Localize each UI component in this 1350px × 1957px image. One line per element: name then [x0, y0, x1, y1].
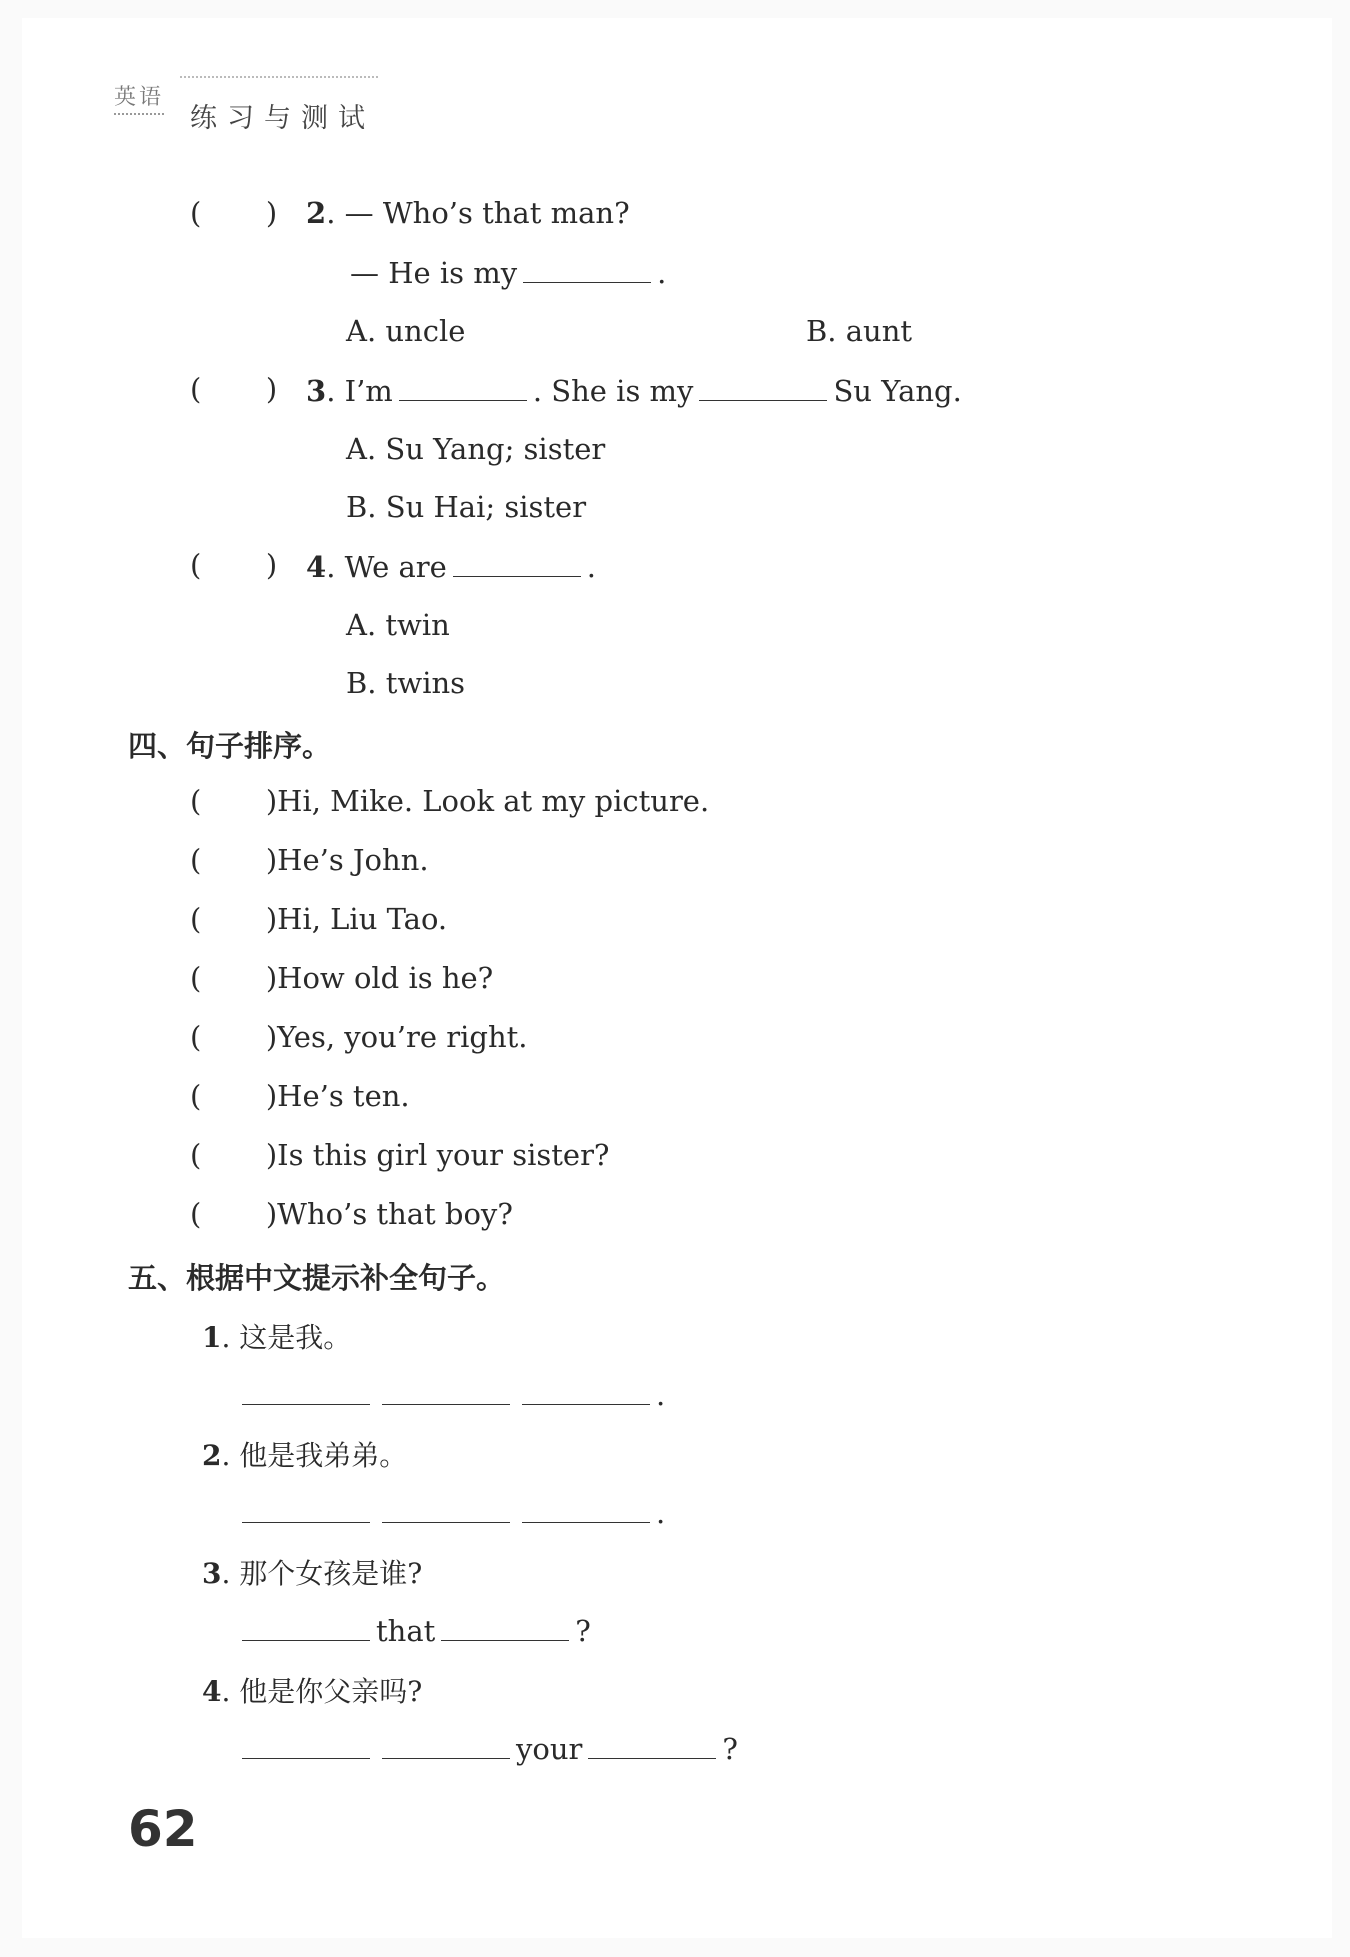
q4-answer-paren: ( ) — [190, 548, 278, 582]
blank[interactable] — [441, 1612, 569, 1641]
s5-q2-zh: 他是我弟弟。 — [239, 1439, 408, 1472]
q2-option-a: A. uncle — [346, 314, 466, 348]
q3-blank-2[interactable] — [699, 372, 827, 401]
blank[interactable] — [242, 1730, 370, 1759]
section4-item: ( )Is this girl your sister? — [190, 1138, 610, 1172]
s5-q4-end: ? — [722, 1732, 738, 1766]
q4-blank[interactable] — [453, 548, 581, 577]
blank[interactable] — [522, 1494, 650, 1523]
q4-part2: . — [586, 550, 596, 584]
header-title: 练习与测试 — [190, 103, 375, 134]
q3-part1: I’m — [344, 374, 393, 408]
q3-blank-1[interactable] — [399, 372, 527, 401]
blank[interactable] — [242, 1612, 370, 1641]
s5-q4-answer — [236, 1730, 738, 1766]
s5-q4-prompt: 4. 他是你父亲吗? — [202, 1675, 423, 1708]
section4-item: ( )Hi, Liu Tao. — [190, 902, 448, 936]
section4-item-text: He’s ten. — [277, 1079, 410, 1113]
q3-option-a: A. Su Yang; sister — [346, 432, 606, 466]
header-dotted-line — [180, 76, 378, 78]
q2-answer-line — [350, 254, 666, 290]
s5-q4-zh: 他是你父亲吗? — [239, 1675, 423, 1708]
s5-q2-prompt: 2. 他是我弟弟。 — [202, 1439, 408, 1472]
q2-blank[interactable] — [523, 254, 651, 283]
s5-q1-answer — [236, 1376, 665, 1412]
page-number: 62 — [128, 1800, 198, 1858]
blank[interactable] — [382, 1376, 510, 1405]
blank[interactable] — [522, 1376, 650, 1405]
q4-part1: We are — [344, 550, 447, 584]
section4-item-text: How old is he? — [277, 961, 494, 995]
section5-title: 五、根据中文提示补全句子。 — [128, 1261, 506, 1295]
blank[interactable] — [242, 1494, 370, 1523]
q2-question-text: — Who’s that man? — [344, 196, 630, 230]
q4-number: 4 — [306, 550, 327, 584]
q4-question: 4. We are . — [306, 550, 596, 584]
blank[interactable] — [588, 1730, 716, 1759]
blank[interactable] — [382, 1730, 510, 1759]
q2-answer-paren: ( ) — [190, 196, 278, 230]
q2-number: 2 — [306, 196, 327, 230]
s5-q4-number: 4 — [202, 1675, 222, 1708]
q3-part2: . She is my — [532, 374, 694, 408]
section4-item-text: Hi, Liu Tao. — [277, 902, 448, 936]
s5-q2-end: . — [656, 1496, 666, 1530]
s5-q4-word: your — [516, 1732, 583, 1766]
section4-item-text: Is this girl your sister? — [277, 1138, 610, 1172]
s5-q3-number: 3 — [202, 1557, 222, 1590]
section4-item: ( )Yes, you’re right. — [190, 1020, 528, 1054]
s5-q3-zh: 那个女孩是谁? — [239, 1557, 423, 1590]
section4-item: ( )How old is he? — [190, 961, 494, 995]
s5-q2-number: 2 — [202, 1439, 222, 1472]
q3-option-b: B. Su Hai; sister — [346, 490, 587, 524]
s5-q3-end: ? — [575, 1614, 591, 1648]
q2-option-b: B. aunt — [806, 314, 913, 348]
q3-question: 3. I’m . She is my Su Yang. — [306, 374, 962, 408]
blank[interactable] — [242, 1376, 370, 1405]
section4-item: ( )He’s John. — [190, 843, 429, 877]
s5-q1-zh: 这是我。 — [239, 1321, 352, 1354]
section4-title: 四、句子排序。 — [128, 729, 332, 763]
s5-q3-prompt: 3. 那个女孩是谁? — [202, 1557, 423, 1590]
section4-item: ( )He’s ten. — [190, 1079, 410, 1113]
s5-q3-word: that — [376, 1614, 436, 1648]
q3-number: 3 — [306, 374, 327, 408]
q2-answer-prefix: — He is my — [350, 256, 518, 290]
s5-q3-answer — [236, 1612, 591, 1648]
section4-item-text: Hi, Mike. Look at my picture. — [277, 784, 710, 818]
s5-q2-answer — [236, 1494, 665, 1530]
q4-option-b: B. twins — [346, 666, 466, 700]
section4-item: ( )Hi, Mike. Look at my picture. — [190, 784, 710, 818]
blank[interactable] — [382, 1494, 510, 1523]
s5-q1-number: 1 — [202, 1321, 222, 1354]
section4-item-text: Yes, you’re right. — [277, 1020, 528, 1054]
s5-q1-end: . — [656, 1378, 666, 1412]
section4-item: ( )Who’s that boy? — [190, 1197, 513, 1231]
q2-answer-suffix: . — [657, 256, 667, 290]
header-subject-tag: 英语 — [114, 80, 164, 115]
q2-question: 2. — Who’s that man? — [306, 196, 630, 230]
q4-option-a: A. twin — [346, 608, 450, 642]
s5-q1-prompt: 1. 这是我。 — [202, 1321, 352, 1354]
q3-answer-paren: ( ) — [190, 372, 278, 406]
section4-item-text: He’s John. — [277, 843, 429, 877]
section4-item-text: Who’s that boy? — [277, 1197, 513, 1231]
q3-part3: Su Yang. — [833, 374, 962, 408]
